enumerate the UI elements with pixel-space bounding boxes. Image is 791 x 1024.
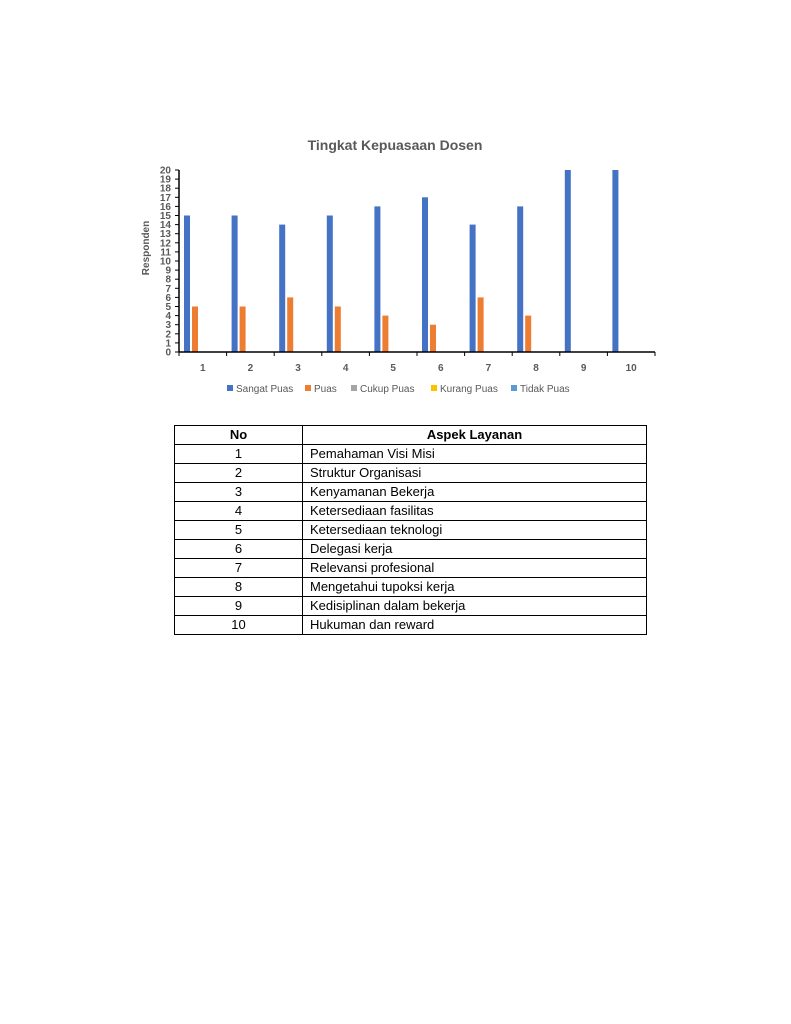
row-aspect: Ketersediaan teknologi <box>303 521 647 540</box>
legend-swatch <box>305 385 311 391</box>
y-tick-label: 10 <box>159 256 171 268</box>
row-number: 3 <box>175 483 303 502</box>
row-number: 6 <box>175 540 303 559</box>
bar-puas <box>525 316 531 352</box>
x-tick-label: 4 <box>342 363 349 374</box>
row-number: 9 <box>175 597 303 616</box>
legend-label: Puas <box>314 384 337 395</box>
table-row <box>175 597 647 616</box>
legend-label: Tidak Puas <box>520 384 570 395</box>
row-aspect: Kedisiplinan dalam bekerja <box>303 597 647 616</box>
y-tick-label: 5 <box>165 302 171 313</box>
y-tick-label: 14 <box>159 220 171 232</box>
table-header-row <box>175 426 647 445</box>
y-tick-label: 3 <box>165 320 171 332</box>
y-tick-label: 1 <box>165 338 171 350</box>
bar-puas <box>287 297 293 352</box>
bar-puas <box>240 307 246 353</box>
row-aspect: Struktur Organisasi <box>303 464 647 483</box>
row-number: 4 <box>175 502 303 521</box>
y-tick-label: 15 <box>159 211 171 222</box>
bar-sangat-puas <box>232 216 238 353</box>
legend-swatch <box>511 385 517 391</box>
y-tick-label: 2 <box>165 329 171 341</box>
bar-sangat-puas <box>470 225 476 352</box>
y-tick-label: 12 <box>159 238 171 250</box>
bar-sangat-puas <box>422 197 428 352</box>
y-tick-label: 11 <box>160 247 171 259</box>
bar-sangat-puas <box>612 170 618 352</box>
y-tick-label: 20 <box>159 165 171 177</box>
legend-swatch <box>351 385 357 391</box>
table-row <box>175 616 647 635</box>
y-axis-label: Responden <box>141 220 152 276</box>
bar-sangat-puas <box>517 206 523 352</box>
legend-label: Kurang Puas <box>440 384 498 395</box>
y-tick-label: 8 <box>165 274 171 286</box>
bar-puas <box>335 307 341 353</box>
x-tick-labels <box>200 363 637 374</box>
y-tick-label: 6 <box>165 292 171 304</box>
x-tick-label: 1 <box>200 363 206 374</box>
table-row <box>175 578 647 597</box>
x-tick-label: 9 <box>580 363 587 374</box>
table-row <box>175 559 647 578</box>
x-tick-label: 5 <box>390 363 396 374</box>
y-tick-labels <box>160 166 179 359</box>
chart-title: Tingkat Kepuasaan Dosen <box>307 137 483 153</box>
table-body <box>175 445 647 635</box>
row-aspect: Kenyamanan Bekerja <box>303 483 647 502</box>
bar-puas <box>192 307 198 353</box>
y-tick-label: 7 <box>165 283 171 295</box>
bar-puas <box>382 316 388 352</box>
y-tick-label: 0 <box>165 347 171 359</box>
y-tick-label: 4 <box>165 311 171 323</box>
table-row <box>175 483 647 502</box>
bar-puas <box>478 297 484 352</box>
row-aspect: Relevansi profesional <box>303 559 647 578</box>
table-row <box>175 502 647 521</box>
y-tick-label: 9 <box>165 265 171 277</box>
bar-sangat-puas <box>565 170 571 352</box>
y-tick-label: 16 <box>159 201 171 213</box>
legend <box>227 384 570 395</box>
table-row <box>175 464 647 483</box>
row-number: 1 <box>175 445 303 464</box>
legend-label: Sangat Puas <box>236 384 294 395</box>
x-tick-label: 2 <box>247 363 254 374</box>
x-tick-label: 8 <box>533 363 539 374</box>
row-aspect: Hukuman dan reward <box>303 616 647 635</box>
row-aspect: Pemahaman Visi Misi <box>303 445 647 464</box>
row-aspect: Delegasi kerja <box>303 540 647 559</box>
row-number: 10 <box>175 616 303 635</box>
row-aspect: Ketersediaan fasilitas <box>303 502 647 521</box>
x-tick-label: 10 <box>625 363 637 374</box>
bar-marks <box>184 170 618 352</box>
bar-sangat-puas <box>184 216 190 353</box>
bar-chart <box>135 130 665 410</box>
row-aspect: Mengetahui tupoksi kerja <box>303 578 647 597</box>
header-aspect: Aspek Layanan <box>303 426 647 445</box>
y-tick-label: 19 <box>159 174 171 186</box>
table-row <box>175 540 647 559</box>
y-tick-label: 13 <box>159 229 171 241</box>
aspect-table <box>174 425 647 635</box>
legend-swatch <box>431 385 437 391</box>
y-tick-label: 17 <box>159 192 171 204</box>
legend-label: Cukup Puas <box>360 384 415 395</box>
chart-area <box>135 130 665 410</box>
row-number: 5 <box>175 521 303 540</box>
y-tick-label: 18 <box>159 183 171 195</box>
bar-sangat-puas <box>374 206 380 352</box>
row-number: 8 <box>175 578 303 597</box>
x-tick-label: 6 <box>438 363 444 374</box>
row-number: 2 <box>175 464 303 483</box>
bar-sangat-puas <box>279 225 285 352</box>
row-number: 7 <box>175 559 303 578</box>
table-row <box>175 521 647 540</box>
header-no: No <box>175 426 303 445</box>
bar-puas <box>430 325 436 352</box>
x-tick-label: 7 <box>485 363 492 374</box>
legend-swatch <box>227 385 233 391</box>
table-row <box>175 445 647 464</box>
bar-sangat-puas <box>327 216 333 353</box>
x-tick-label: 3 <box>295 363 301 374</box>
axes <box>179 170 655 356</box>
